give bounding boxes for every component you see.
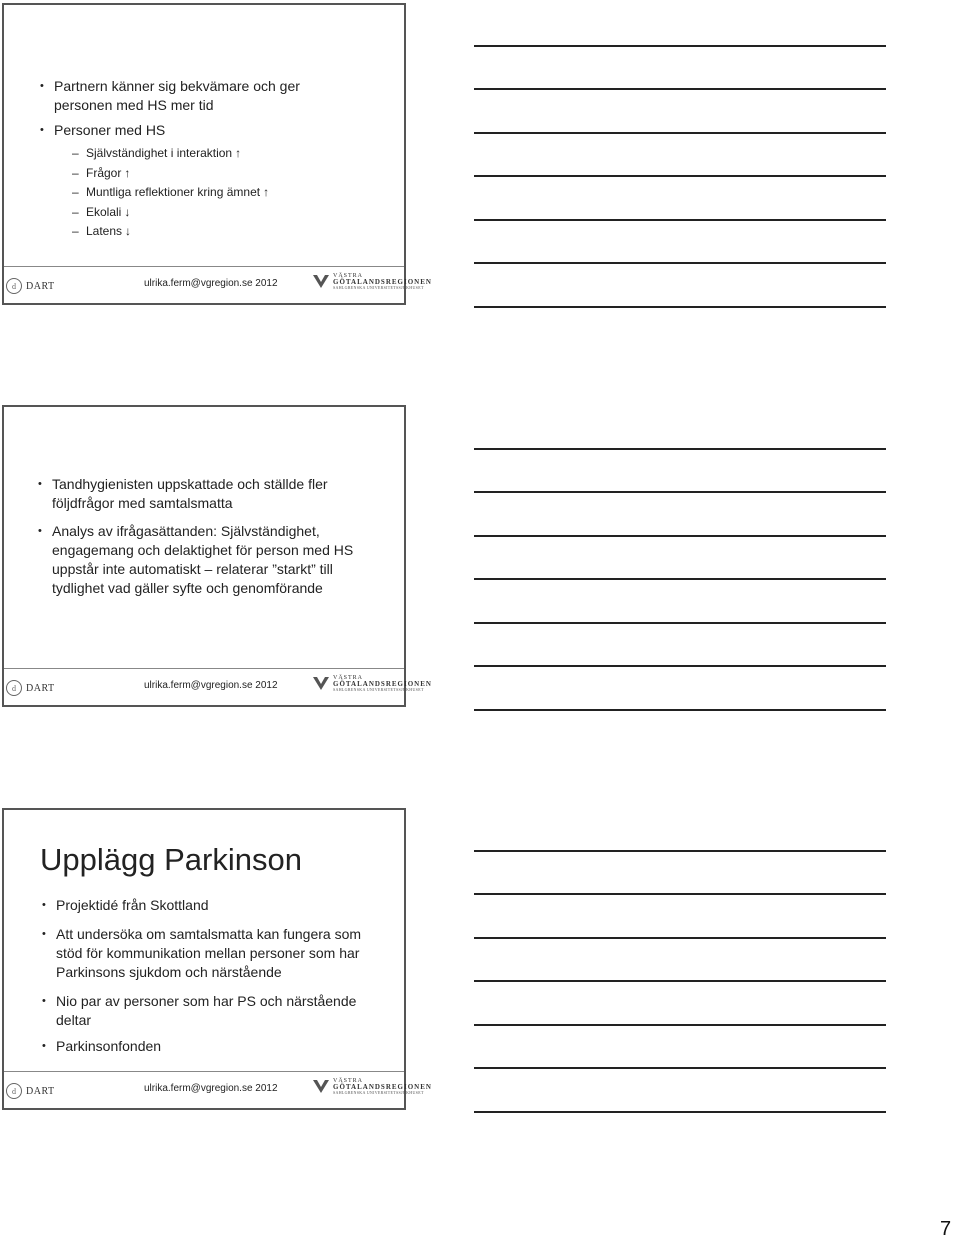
sub-item [72,183,338,203]
vgr-mark-icon [312,273,330,289]
sub-item-text: Frågor [86,165,122,180]
bullet-item [40,992,380,1030]
note-line [474,665,886,667]
dart-logo-text: DART [26,682,55,694]
sub-item [72,203,338,223]
note-line [474,709,886,711]
bullet-dot-icon: • [42,899,46,911]
slide-footer [4,668,432,705]
vgr-logo [312,1078,432,1095]
note-line [474,175,886,177]
dart-circle-icon: d [6,278,22,294]
dart-logo-text: DART [26,280,55,292]
slide-2 [2,405,432,707]
vgr-line2: GÖTALANDSREGIONEN [333,278,432,286]
arrow-down-icon: ↓ [124,204,131,219]
bullet-text: Tandhygienisten uppskattade och ställde fler följdfrågor med samtalsmatta [52,476,328,511]
note-line [474,1111,886,1113]
arrow-up-icon: ↑ [235,146,242,160]
footer-email: ulrika.ferm@vgregion.se 2012 [144,278,278,289]
note-line [474,306,886,308]
dash-icon: – [72,165,79,180]
footer-email: ulrika.ferm@vgregion.se 2012 [144,680,278,691]
dart-circle-icon: d [6,680,22,696]
sub-item [72,222,338,242]
dart-logo [6,275,55,297]
bullet-dot-icon: • [38,525,42,537]
vgr-mark-icon [312,675,330,691]
note-line [474,45,886,47]
sub-list [54,144,338,242]
note-line [474,622,886,624]
bullet-text: Projektidé från Skottland [56,897,209,913]
note-line [474,1024,886,1026]
vgr-line2: GÖTALANDSREGIONEN [333,1083,432,1091]
bullet-text: Parkinsonfonden [56,1038,162,1054]
bullet-dot-icon: • [42,995,46,1007]
slide-title: Upplägg Parkinson [40,842,302,877]
dash-icon: – [72,185,79,199]
bullet-text: Partnern känner sig bekvämare och ger personen med HS mer tid [54,78,300,113]
dart-logo [6,677,55,699]
bullet-dot-icon: • [42,928,46,940]
note-line [474,448,886,450]
dart-logo-text: DART [26,1085,55,1097]
bullet-item [38,77,338,115]
sub-item-text: Ekolali [86,204,122,219]
bullet-dot-icon: • [42,1040,46,1052]
note-line [474,132,886,134]
dash-icon: – [72,146,79,160]
dash-icon: – [72,204,79,219]
bullet-item [36,475,356,513]
slide-footer [4,266,432,303]
bullet-item [40,925,380,982]
bullet-text: Analys av ifrågasättanden: Självständighet, engagemang och delaktighet för person med HS uppstår inte automatiskt – relaterar ”starkt” till tydlighet vad gäller syfte och genomförande [52,523,354,596]
bullet-item [38,121,338,242]
bullet-text: Personer med HS [54,122,166,138]
vgr-line3: SAHLGRENSKA UNIVERSITETSSJUKHUSET [333,1090,424,1095]
note-line [474,535,886,537]
slide-3 [2,808,432,1110]
note-line [474,893,886,895]
vgr-line1: VÄSTRA [333,675,364,681]
note-line [474,262,886,264]
vgr-line3: SAHLGRENSKA UNIVERSITETSSJUKHUSET [333,687,424,692]
vgr-line3: SAHLGRENSKA UNIVERSITETSSJUKHUSET [333,285,424,290]
bullet-dot-icon: • [40,124,44,136]
page-number: 7 [940,1218,952,1240]
note-line [474,88,886,90]
note-line [474,937,886,939]
bullet-item [40,896,380,915]
bullet-text: Att undersöka om samtalsmatta kan fungera som stöd för kommunikation mellan personer som har Parkinsons sjukdom och närstående [56,926,362,980]
footer-email: ulrika.ferm@vgregion.se 2012 [144,1083,278,1094]
vgr-mark-icon [312,1078,330,1094]
dart-logo [6,1080,55,1102]
bullet-item [36,522,356,598]
bullet-text: Nio par av personer som har PS och närstående deltar [56,993,357,1028]
arrow-down-icon: ↓ [125,224,132,238]
note-line [474,1067,886,1069]
sub-item-text: Självständighet i interaktion [86,146,233,160]
bullet-item [40,1037,380,1056]
bullet-dot-icon: • [40,80,44,92]
sub-item-text: Latens [86,224,123,238]
dart-circle-icon: d [6,1083,22,1099]
note-line [474,491,886,493]
vgr-logo [312,273,432,290]
note-line [474,980,886,982]
slide-1 [2,3,432,305]
arrow-up-icon: ↑ [263,185,270,199]
sub-item-text: Muntliga reflektioner kring ämnet [86,185,261,199]
slide-3-bullets [40,896,380,1056]
note-line [474,850,886,852]
vgr-line1: VÄSTRA [333,273,364,279]
slide-2-bullets [36,475,356,598]
vgr-line1: VÄSTRA [333,1078,364,1084]
slide-1-bullets [38,77,338,242]
sub-item [72,164,338,184]
dash-icon: – [72,224,79,238]
sub-item [72,144,338,164]
note-line [474,219,886,221]
vgr-line2: GÖTALANDSREGIONEN [333,680,432,688]
bullet-dot-icon: • [38,478,42,490]
arrow-up-icon: ↑ [124,165,131,180]
slide-footer [4,1071,432,1108]
note-line [474,578,886,580]
vgr-logo [312,675,432,692]
